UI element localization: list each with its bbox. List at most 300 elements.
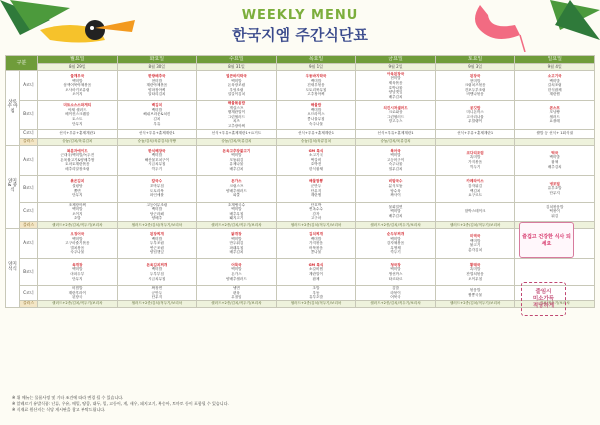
menu-item: 콩나물 [310,250,322,255]
promo-line: 적당하게 [532,303,555,309]
menu-cell [197,285,277,300]
menu-item: 백미밥 [231,236,242,241]
menu-item: 숙주나물 [70,250,85,255]
menu-item: 비빔국수 [388,179,403,184]
menu-item: 돈육김치찌개 [146,262,168,267]
column-header-label: 구분 [6,56,38,71]
menu-item: 비엔나볶음 [466,92,484,97]
menu-cell [38,285,118,300]
menu-item: 백미밥 [151,267,163,272]
menu-item: 오사마키조유림 [65,87,90,92]
menu-cell [435,175,515,202]
menu-item: 시금치무침 [148,276,166,281]
menu-item: 미니돈까스 [466,110,484,115]
menu-item: 단무지 [310,188,322,193]
menu-item: 가지볶음 [309,241,323,246]
menu-item: 양배추샐러드 [226,276,247,281]
menu-item: 백미밥 [310,107,322,112]
menu-item: 볶음밥 [469,288,481,293]
menu-item: 돈가스 [231,179,242,184]
menu-item: 양파장아찌 [148,87,166,92]
menu-item: 깍두기 [469,164,481,169]
meal-label: 양지 석식 [6,228,20,307]
menu-item: 미역국 [469,234,481,239]
plus-cell: 숭늉/김치/육류김치 [197,138,277,145]
menu-item: 떡갈비 [310,157,322,162]
date-header: 8월 30일 [117,64,197,71]
menu-item: 된장찌개 [149,231,164,236]
menu-cell [276,285,356,300]
menu-item: 떡볶이 [549,209,560,214]
menu-item: 오이지 [72,92,83,97]
menu-item: 샐러드 [549,114,560,119]
menu-cell [117,145,197,175]
menu-item: 백미밥 [549,155,560,160]
menu-item: 오이무침 [468,276,483,281]
menu-item: 탕수육 [390,188,401,193]
menu-item: 공깃밥 [469,105,481,110]
menu-item: 건새우볶음 [307,83,325,88]
menu-item: 김치찌개 [309,231,323,236]
menu-item: 알타리김치 [148,92,166,97]
menu-item: 김치 [153,117,161,122]
menu-item: 햄계란말이 [227,110,246,115]
menu-item: 게살스프 [229,105,244,110]
menu-item: 우엉조림 [229,87,244,92]
plus-cell: 숭늉/김치/육류김치 [276,138,356,145]
menu-item: 돈가스 [231,271,242,276]
menu-row [6,145,595,175]
menu-cell [38,258,118,285]
menu-cell [515,129,595,138]
menu-cell [276,228,356,258]
menu-item: 파인애플 [149,193,164,198]
menu-item: 어묵국 [390,295,401,300]
menu-item: 배추김치 [388,214,403,219]
promo-line: 줄임시 [535,289,552,295]
date-header: 8월 31일 [197,64,277,71]
menu-item: 선식+우유+훈제계란1 [297,131,335,136]
menu-cell [435,258,515,285]
menu-item: 코다리조림 [466,150,484,155]
menu-item: 단호박 [310,202,322,207]
day-header: 토요일 [435,56,515,64]
menu-item: 짜사이 [390,193,401,198]
menu-item: 불고기 [469,243,481,248]
menu-item: 유부초밥 [547,186,562,191]
menu-item: 가지볶음 [468,160,483,165]
day-header: 목요일 [276,56,356,64]
menu-item: 선식+우유+훈제계란1+요거트 [211,131,262,136]
corner-label: C코너 [20,129,38,138]
menu-item: 크림스프 [229,183,244,188]
menu-item: 연근조림 [149,245,164,250]
menu-item: 피클 [232,193,240,198]
menu-item: 베이컨스크램블 [65,112,90,117]
menu-item: 초밥 [312,285,320,290]
menu-item: 치즈 [232,119,240,124]
menu-item: 건포두부조림 [464,87,486,92]
menu-item: 백김치 [469,188,481,193]
menu-item: 김치볶음밥 [546,204,564,209]
menu-item: 메추리알장조림 [65,166,90,171]
menu-cell [38,129,118,138]
menu-item: 현미밥 [390,76,401,81]
menu-cell [515,145,595,175]
corner-label: B코너 [20,101,38,130]
menu-cell [117,228,197,258]
plus-cell: 샐러드+2종/김치/적두기/보리차 [38,221,118,228]
promo-line: 미소가득 [532,296,555,302]
menu-item: 숙주나물 [309,121,323,126]
menu-cell [197,228,277,258]
menu-row [6,71,595,101]
menu-cell [435,228,515,258]
menu-item: 해물짬뽕 [309,179,323,184]
menu-item: 백미밥 [151,236,163,241]
menu-item: 백미밥 [151,153,163,158]
menu-item: 단무지 [72,193,83,198]
plus-label: 플러스 [20,138,38,145]
page-title: 한국지엠 주간식단표 [232,26,368,44]
menu-row [6,202,595,221]
menu-item: 백김치 [151,103,163,108]
menu-item: 망고주스 [388,119,403,124]
menu-cell [515,202,595,221]
menu-item: 계란찜 [310,193,322,198]
menu-item: 오이지 [72,211,83,216]
promo-box [521,282,566,316]
menu-item: 선식+우유+훈제계란1 [457,131,494,136]
menu-cell [197,101,277,130]
menu-cell [276,101,356,130]
menu-item: 해산물꼬치구이 [144,157,170,162]
menu-cell [435,285,515,300]
menu-item: 백미밥 [72,267,83,272]
menu-item: 깍두기 [151,166,163,171]
menu-item: 백미밥 [72,236,83,241]
menu-cell [356,145,436,175]
menu-cell [38,71,118,101]
menu-item: 고사리나물 [466,114,484,119]
menu-item: 모둠튀김 [229,157,244,162]
menu-item: 한식해장국 [148,148,166,153]
menu-item: 당근라페 [149,211,164,216]
menu-item: 감자 [312,211,320,216]
plus-label: 플러스 [20,300,38,307]
plus-cell: 숭늉/김치/육류김치 [356,138,436,145]
menu-cell [515,175,595,202]
menu-row [6,258,595,285]
menu-item: 배추김치 [388,94,403,99]
menu-row [6,228,595,258]
menu-item: 고등어구이 [386,157,405,162]
menu-cell [117,175,197,202]
menu-item: 요구르트 [468,193,483,198]
menu-item: 고추장아찌 [307,92,325,97]
menu-cell [197,258,277,285]
menu-row [6,285,595,300]
menu-item: 돈육고추장불고기 [222,148,251,153]
plus-cell: 샐러드+2종/김치/적두기/보리차 [276,221,356,228]
side-note: 즐겁고 건강한 식사 되세요 [519,222,574,258]
menu-item: 초밥 [73,216,81,221]
menu-item: 유부초밥 [309,295,323,300]
menu-cell [435,101,515,130]
menu-item: 육개장 [72,262,83,267]
menu-item: 해물밥 [310,103,322,108]
plus-row [6,221,595,228]
menu-item: 조제장아찌 [68,202,86,207]
menu-cell [117,129,197,138]
corner-label: C코너 [20,202,38,221]
footer-notes [12,395,532,413]
menu-item: 깍두기 [390,250,401,255]
menu-item: 멸치볶음 [70,245,85,250]
menu-cell [276,71,356,101]
plus-cell: 샐러드+2종/김치/적두기/보리차 [435,300,515,307]
menu-item: 호박전 [310,162,322,167]
menu-item: 우동바지락국 [305,74,327,79]
menu-item: 요플레 [549,119,560,124]
menu-cell [515,101,595,130]
menu-item: 닭개장 [231,231,242,236]
menu-item: 호박나물 [388,85,403,90]
menu-item: GM 특식 [308,262,324,267]
plus-cell [435,138,515,145]
corner-label: B코너 [20,258,38,285]
menu-item: 선식+우유+훈제계란1 [138,131,175,136]
menu-item: 청국장 [390,262,401,267]
menu-item: 배추무침 [229,211,244,216]
menu-item: 된장국 [469,74,481,79]
menu-item: 복분자에이드 [66,148,88,153]
menu-item: 소고기국 [309,153,323,158]
menu-item: 토마토계란볶음 [65,162,90,167]
menu-item: GM 특식 [308,148,324,153]
menu-item: 얼큰바지락국 [226,74,247,79]
menu-item: 김밥 [392,285,400,290]
menu-item: 백미밥 [151,207,163,212]
menu-item: 크로와상 [388,110,403,115]
menu-item: 야채 샐러드 [68,107,87,112]
menu-item: 떡국 [551,150,559,155]
menu-item: 백미밥 [390,209,401,214]
menu-row [6,175,595,202]
menu-item: 제육볶음 [388,80,403,85]
menu-cell [356,129,436,138]
menu-item: 백미밥 [231,207,242,212]
corner-label: A코너 [20,71,38,101]
menu-item: 군만두 [310,183,322,188]
corner-label: C코너 [20,285,38,300]
menu-item: 생선까스 [388,271,403,276]
menu-item: 백미밥 [390,153,401,158]
date-header: 8월 29일 [38,64,118,71]
menu-cell [197,129,277,138]
menu-item: 양배추 [151,216,163,221]
menu-item: 비빔밥 [72,285,83,290]
menu-cell [197,145,277,175]
menu-cell [435,129,515,138]
day-header: 화요일 [117,56,197,64]
menu-item: 한방배추국 [148,74,166,79]
menu-item: 그린샐러드 [386,114,405,119]
menu-item: 백미밥 [310,78,322,83]
menu-item: 파래무침 [229,245,244,250]
menu-item: 해물볶음밥 [227,101,246,105]
menu-cell [117,285,197,300]
menu-cell [197,202,277,221]
menu-item: 오므라이스 [307,112,325,117]
menu-item: 백미밥 [549,78,560,83]
menu-item: 어묵국 [231,262,242,267]
menu-item: 단무지 [549,190,560,195]
meal-label: 상록수 아침 [6,71,20,146]
menu-item: 그린샐러드 [227,114,246,119]
menu-item: 짬뽕국물 [468,292,483,297]
menu-item: 만두튀김 [229,241,244,246]
menu-item: 볶은김치 [70,179,85,184]
menu-cell [117,202,197,221]
menu-item: 계란찜 [549,92,560,97]
menu-item: 콘스프 [549,105,560,110]
menu-item: 카레라이스 [466,179,484,184]
menu-cell [117,71,197,101]
menu-cell [276,202,356,221]
menu-item: 초계냉국수 [227,202,246,207]
menu-item: 백미밥 [231,78,242,83]
menu-item: 돈육장조림 [227,83,246,88]
menu-item: 칼국수 [151,179,163,184]
menu-item: 현미밥 [151,78,163,83]
menu-item: 양배추샐러드 [226,188,247,193]
menu-item: 얼갈이김치 [227,92,246,97]
menu-item: 된장국 [72,295,83,300]
menu-item: 찐옥수수 [309,207,323,212]
menu-item: 짜장면 [151,285,163,290]
menu-item: 크림치즈볶음 [464,83,486,88]
footer-note: ※ 알레르기 유발식품: 난류, 우유, 메밀, 땅콩, 대두, 밀, 고등어, 게, 새우, 돼지고기, 복숭아, 토마토 등이 포함될 수 있습니다. [12,401,229,406]
menu-body [6,71,595,308]
menu-cell [276,258,356,285]
meal-label: 양지 & 중식 [6,145,20,228]
menu-item: 양념깻잎 [388,90,403,95]
menu-item: 단무지 [72,276,83,281]
menu-item: 백미밥 [469,238,481,243]
menu-item: 백미밥 [310,236,322,241]
menu-item: 두부부침 [149,271,164,276]
menu-item: 물회밀면 [388,204,403,209]
date-header: 9월 3일 [435,64,515,71]
menu-item: 감자튀김 [468,183,483,188]
corner-label: B코너 [20,175,38,202]
menu-item: 백미밥 [231,267,242,272]
date-header: 9월 1일 [276,64,356,71]
plus-cell: 숭늉/김치/육류김치/식빵 [117,138,197,145]
menu-item: 흑미밥 [469,267,481,272]
menu-item: 백미밥 [72,78,83,83]
menu-item: 라볶이 [390,290,401,295]
menu-cell [356,285,436,300]
menu-item: 황태국 [469,262,481,267]
plus-label: 플러스 [20,221,38,228]
menu-cell [276,145,356,175]
menu-cell [197,71,277,101]
plus-cell [515,138,595,145]
menu-item: 흑미밥 [469,155,481,160]
menu-item: 배추김치 [547,164,562,169]
plus-cell: 샐러드+2종/김치/적두기/보리차 [38,300,118,307]
menu-item: 선식+우유+훈제계란1 [59,131,96,136]
menu-table [5,55,595,308]
menu-cell [356,202,436,221]
menu-cell [356,258,436,285]
menu-cell [38,228,118,258]
menu-item: 우동 [312,290,320,295]
plus-cell: 샐러드+2종/김치/적두기/보리차 [197,300,277,307]
menu-item: 오징어국 [70,231,85,236]
menu-item: 도토리묵무침 [305,87,327,92]
plus-cell: 샐러드+2종/김치/적두기/보리차 [356,300,436,307]
menu-item: 꼬막무침 [149,183,164,188]
weekly-menu-label: WEEKLY MENU [241,8,359,23]
menu-item: 근대국/백미밥/녹두전 [60,153,95,158]
menu-cell [356,71,436,101]
footer-note: ※ 식재료 원산지는 식당 게시판을 참고 부탁드립니다. [12,407,106,412]
plus-row [6,138,595,145]
menu-item: 도토리묵 [149,188,164,193]
menu-item: 계란말이 [309,271,323,276]
menu-item: 분식모둠 [388,183,403,188]
date-header: 9월 2일 [356,64,436,71]
menu-cell [38,101,118,130]
menu-item: 타르타르 [388,276,403,281]
menu-item: 냉모밀 [549,181,560,186]
menu-item: 군만두 [151,290,163,295]
menu-item: 무생채 [390,245,401,250]
menu-item: 튀김 [551,214,559,219]
menu-cell [38,202,118,221]
menu-item: 삼색어묵야채볶음 [63,83,92,88]
menu-item: 한식잡채 [309,166,323,171]
menu-cell [435,145,515,175]
menu-item: 현미밥 [469,78,481,83]
menu-cell [435,71,515,101]
menu-cell [435,202,515,221]
plus-cell: 샐러드+2종/김치/적두기/보리차 [117,221,197,228]
menu-item: 편육 [232,290,240,295]
menu-item: 소고기국 [547,74,562,79]
plus-cell: 샐러드+2종/김치/적두기/보리차 [276,300,356,307]
menu-row [6,129,595,138]
menu-item: 돈육불고기&양배추쌈 [60,157,95,162]
menu-item: 선식+우유+훈제계란1 [377,131,414,136]
menu-item: 우유 [153,121,161,126]
day-header: 수요일 [197,56,277,64]
day-header: 월요일 [38,56,118,64]
menu-item: 숙주나물 [388,162,403,167]
menu-item: 잔멸치볶음 [466,271,484,276]
menu-item: 고등어무조림 [146,202,168,207]
date-header: 9월 4일 [515,64,595,71]
menu-item: 모닝빵 [549,110,560,115]
menu-item: 열무김치 [388,166,403,171]
menu-item: 토스트 [72,117,83,122]
menu-item: 백미밥 [72,207,83,212]
menu-item: 쌀밥 등 선식+ 1회식권 [536,131,573,136]
menu-cell [276,175,356,202]
